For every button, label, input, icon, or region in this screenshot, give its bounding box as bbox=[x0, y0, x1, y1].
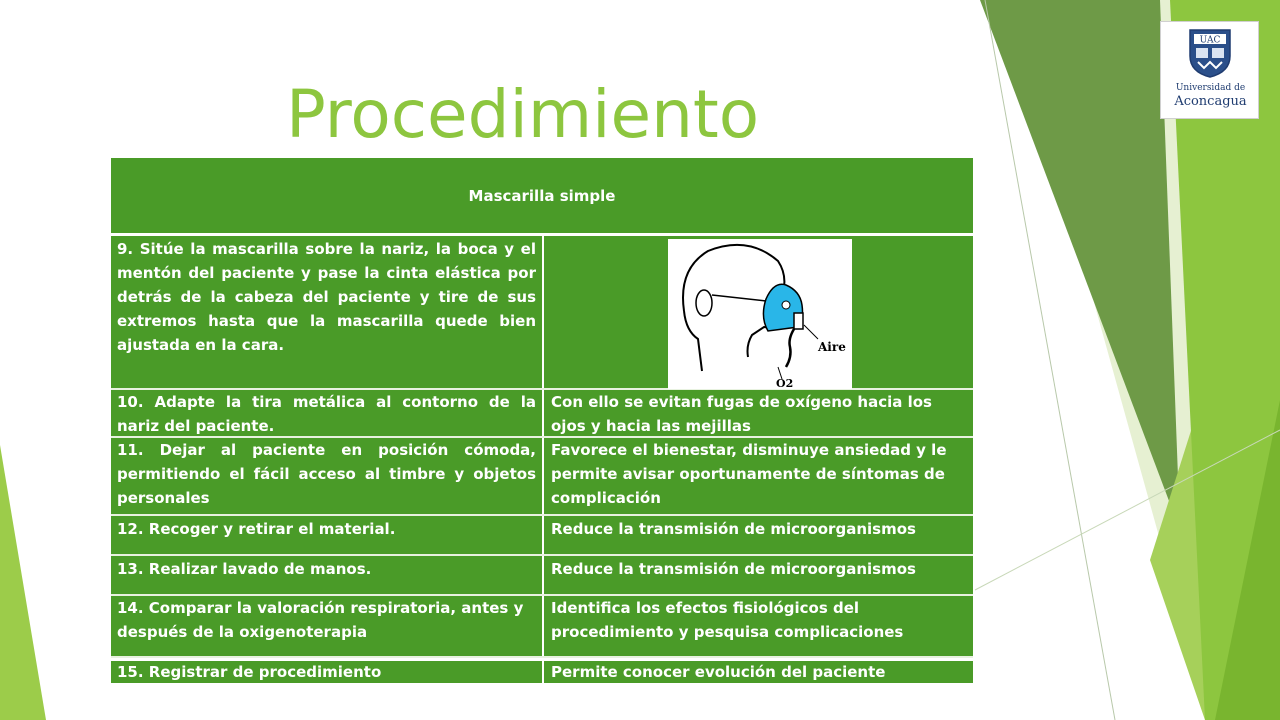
university-logo bbox=[1160, 21, 1259, 119]
rationale-cell: Favorece el bienestar, disminuye ansiedad y le permite avisar oportunamente de síntomas de complicación bbox=[551, 441, 947, 507]
air-label: Aire bbox=[818, 340, 846, 354]
table-row bbox=[111, 390, 973, 436]
slide-title: Procedimiento bbox=[286, 76, 760, 153]
table-row bbox=[111, 596, 973, 656]
patient-mask-icon bbox=[668, 239, 852, 389]
table-row bbox=[111, 661, 973, 683]
step-cell: 10. Adapte la tira metálica al contorno de la nariz del paciente. bbox=[111, 390, 544, 436]
left-accent-shape bbox=[0, 445, 46, 720]
rationale-cell: Con ello se evitan fugas de oxígeno hacia los ojos y hacia las mejillas bbox=[551, 393, 932, 435]
oxygen-mask-illustration bbox=[668, 239, 852, 389]
rationale-cell: Identifica los efectos fisiológicos del procedimiento y pesquisa complicaciones bbox=[551, 599, 904, 641]
right-dark-shape bbox=[980, 0, 1180, 530]
logo-text-bottom: Aconcagua bbox=[1174, 94, 1247, 109]
crest-letters: UAC bbox=[1199, 35, 1221, 46]
table-header: Mascarilla simple bbox=[111, 158, 973, 236]
procedure-table bbox=[111, 158, 973, 683]
table-row bbox=[111, 556, 973, 594]
rationale-cell: Reduce la transmisión de microorganismos bbox=[551, 520, 916, 538]
table-row bbox=[111, 516, 973, 554]
table-row bbox=[111, 438, 973, 514]
rationale-cell: Permite conocer evolución del paciente bbox=[551, 663, 886, 681]
logo-text-top: Universidad de bbox=[1175, 83, 1246, 93]
step-cell: 9. Sitúe la mascarilla sobre la nariz, la boca y el mentón del paciente y pase la cinta elástica por detrás de la cabeza del paciente y tire de sus extremos hasta que la mascarilla quede bien ajustada en la cara. bbox=[111, 236, 544, 390]
step-cell: 11. Dejar al paciente en posición cómoda, permitiendo el fácil acceso al timbre y objetos personales bbox=[111, 438, 544, 514]
step-cell: 12. Recoger y retirar el material. bbox=[111, 516, 544, 554]
crest-icon bbox=[1188, 28, 1232, 78]
step-cell: 13. Realizar lavado de manos. bbox=[111, 556, 544, 594]
oxygen-label: O2 bbox=[776, 377, 794, 389]
step-cell: 15. Registrar de procedimiento bbox=[111, 661, 544, 683]
rationale-cell: Reduce la transmisión de microorganismos bbox=[551, 560, 916, 578]
step-cell: 14. Comparar la valoración respiratoria, antes y después de la oxigenoterapia bbox=[111, 596, 544, 656]
row-divider bbox=[111, 656, 973, 658]
